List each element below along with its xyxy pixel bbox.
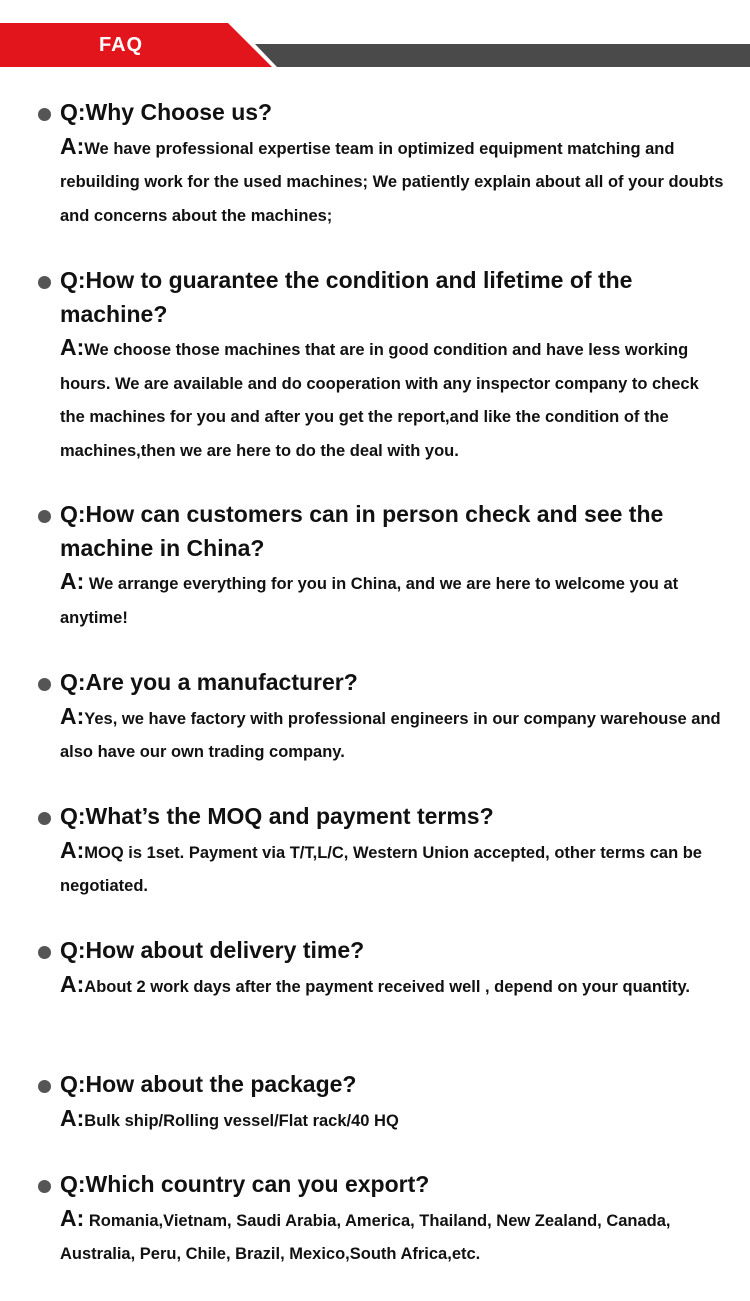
faq-question: Q:Which country can you export? [60, 1171, 430, 1197]
faq-header-banner [0, 0, 750, 70]
faq-item [38, 800, 728, 904]
faq-item [38, 264, 728, 468]
faq-question: Q:How about delivery time? [60, 937, 365, 963]
answer-prefix: A: [60, 132, 85, 159]
bullet-icon [38, 108, 51, 121]
faq-item [38, 96, 728, 233]
faq-question: Q:Why Choose us? [60, 99, 273, 125]
bullet-icon [38, 1180, 51, 1193]
faq-answer [60, 331, 728, 468]
bullet-icon [38, 812, 51, 825]
answer-text: About 2 work days after the payment received well , depend on your quantity. [84, 977, 691, 996]
bullet-icon [38, 946, 51, 959]
answer-text: We choose those machines that are in good condition and have less working hours. We are available and do cooperation with any inspector company to check the machines for you and after you get the report,and like the condition of the machines,then we are here to do the deal with you. [60, 341, 699, 460]
bullet-icon [38, 276, 51, 289]
faq-question: Q:What’s the MOQ and payment terms? [60, 803, 494, 829]
answer-text: Yes, we have factory with professional engineers in our company warehouse and also have our own trading company. [60, 709, 721, 761]
answer-prefix: A: [60, 970, 85, 997]
faq-answer [60, 565, 728, 635]
answer-prefix: A: [60, 334, 85, 360]
faq-item [38, 1168, 728, 1272]
answer-prefix: A: [60, 702, 85, 729]
faq-title: FAQ [99, 34, 144, 56]
faq-question: Q:Are you a manufacturer? [60, 669, 358, 695]
header-gray-stripe [230, 44, 750, 67]
faq-answer [60, 968, 728, 1005]
answer-prefix: A: [60, 568, 85, 594]
bullet-icon [38, 678, 51, 691]
answer-prefix: A: [60, 836, 85, 863]
answer-text: MOQ is 1set. Payment via T/T,L/C, Western Union accepted, other terms can be negotiated. [60, 843, 702, 895]
faq-answer [60, 1102, 728, 1139]
answer-prefix: A: [60, 1204, 85, 1231]
faq-question: Q:How can customers can in person check and see the machine in China? [60, 501, 664, 561]
faq-item [38, 1068, 728, 1138]
faq-question: Q:How to guarantee the condition and lifetime of the machine? [60, 267, 633, 327]
bullet-icon [38, 510, 51, 523]
faq-item [38, 666, 728, 770]
bullet-icon [38, 1080, 51, 1093]
answer-text: Romania,Vietnam, Saudi Arabia, America, Thailand, New Zealand, Canada, Australia, Peru, Chile, Brazil, Mexico,South Africa,etc. [60, 1211, 671, 1263]
faq-question: Q:How about the package? [60, 1071, 357, 1097]
faq-answer [60, 700, 728, 770]
faq-answer [60, 130, 728, 234]
faq-item [38, 498, 728, 635]
answer-prefix: A: [60, 1104, 85, 1131]
faq-item [38, 934, 728, 1004]
answer-text: Bulk ship/Rolling vessel/Flat rack/40 HQ [84, 1111, 399, 1130]
answer-text: We arrange everything for you in China, and we are here to welcome you at anytime! [60, 575, 679, 627]
answer-text: We have professional expertise team in optimized equipment matching and rebuilding work for the used machines; We patiently explain about all of your doubts and concerns about the machines; [60, 139, 724, 225]
faq-answer [60, 834, 728, 904]
faq-answer [60, 1202, 728, 1272]
